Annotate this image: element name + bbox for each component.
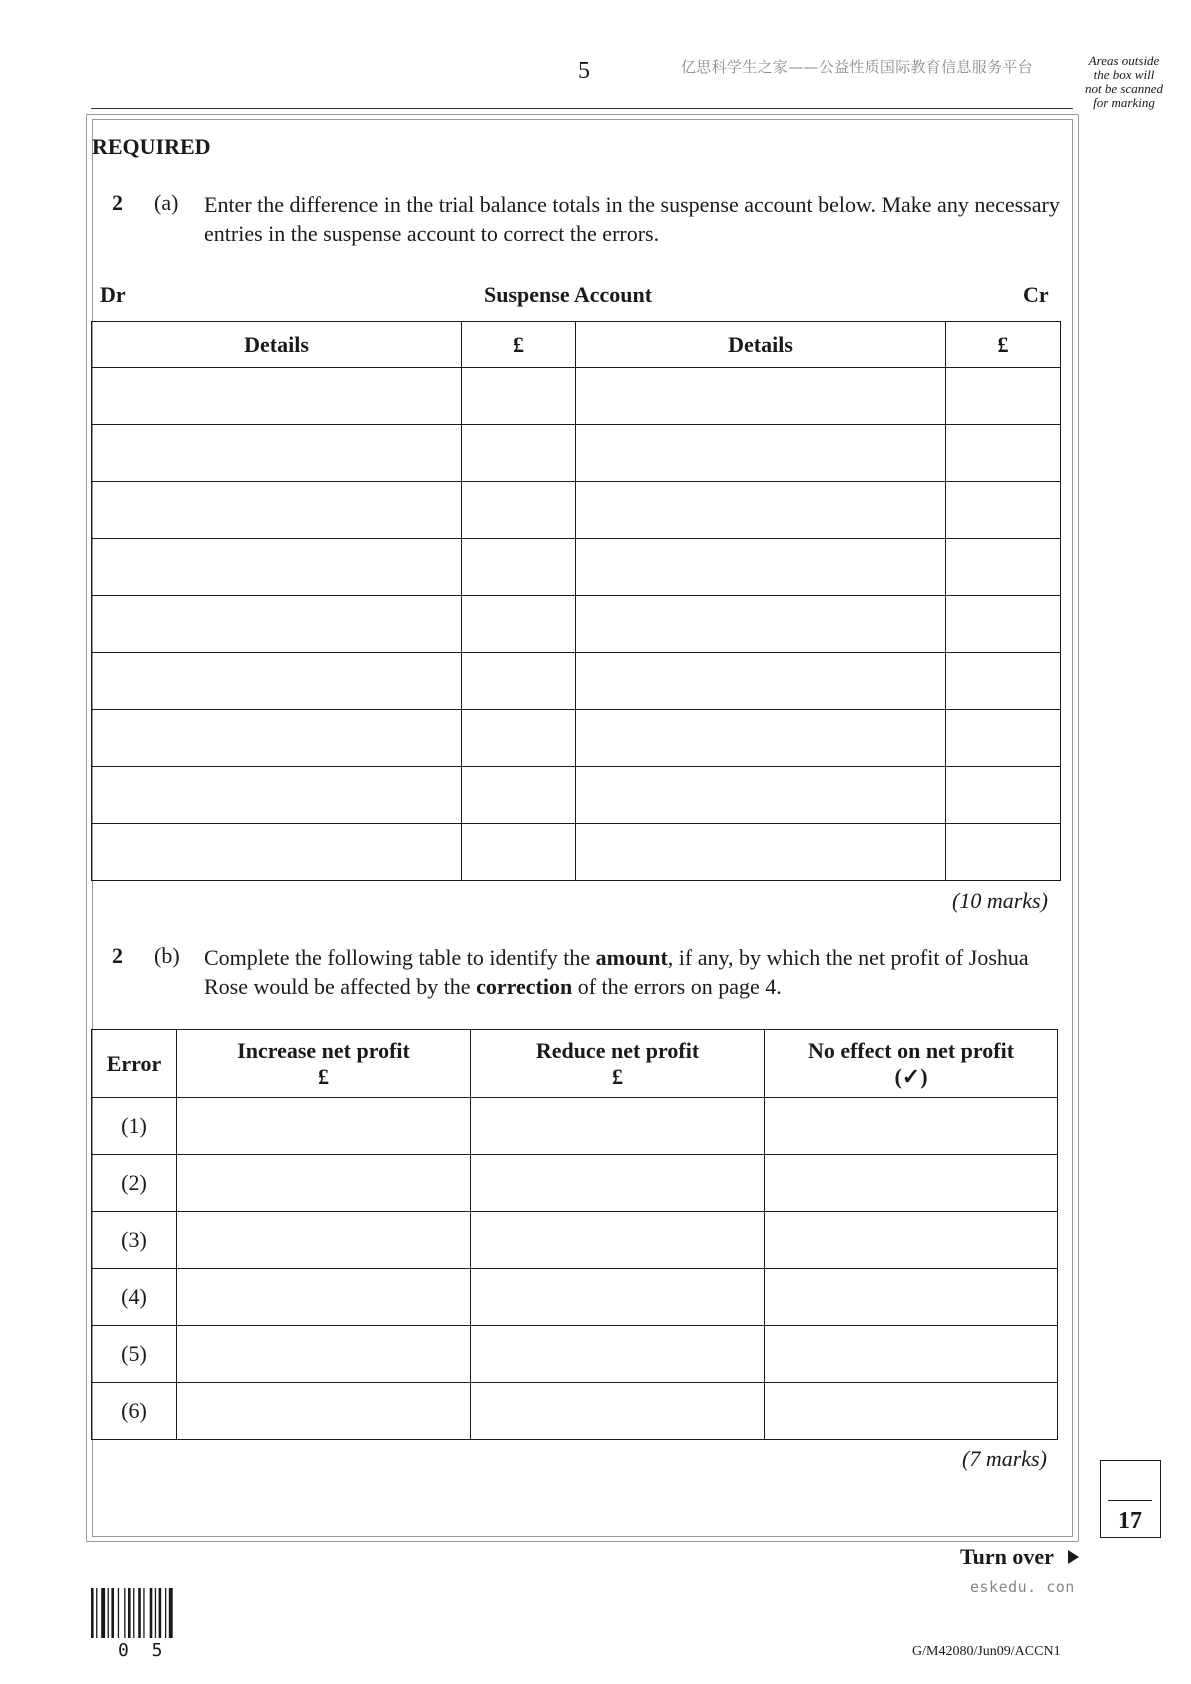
error-number-cell: (3) — [92, 1212, 177, 1269]
error-number-cell: (1) — [92, 1098, 177, 1155]
amount-entry-cell[interactable] — [462, 368, 576, 425]
site-watermark: eskedu. con — [970, 1578, 1075, 1596]
details-entry-cell[interactable] — [576, 767, 946, 824]
error-number-cell: (4) — [92, 1269, 177, 1326]
reduce-net-profit-cell[interactable] — [471, 1155, 765, 1212]
error-number-cell: (2) — [92, 1155, 177, 1212]
column-header-reduce-net-profit: Reduce net profit £ — [471, 1030, 765, 1098]
details-entry-cell[interactable] — [92, 653, 462, 710]
barcode-bar — [101, 1588, 105, 1638]
amount-entry-cell[interactable] — [946, 596, 1061, 653]
amount-entry-cell[interactable] — [946, 824, 1061, 881]
turn-over-label: Turn over — [960, 1544, 1054, 1569]
increase-net-profit-cell[interactable] — [177, 1098, 471, 1155]
amount-entry-cell[interactable] — [462, 710, 576, 767]
amount-entry-cell[interactable] — [946, 710, 1061, 767]
barcode-bar — [159, 1588, 162, 1638]
no-effect-cell[interactable] — [765, 1212, 1058, 1269]
barcode-bar — [169, 1588, 173, 1638]
barcode-bar — [150, 1588, 153, 1638]
table-row — [92, 1155, 1058, 1212]
reduce-net-profit-cell[interactable] — [471, 1212, 765, 1269]
paper-reference: G/M42080/Jun09/ACCN1 — [912, 1644, 1061, 1659]
margin-note — [1074, 54, 1174, 110]
amount-entry-cell[interactable] — [946, 767, 1061, 824]
amount-entry-cell[interactable] — [462, 767, 576, 824]
amount-entry-cell[interactable] — [462, 482, 576, 539]
amount-entry-cell[interactable] — [462, 653, 576, 710]
watermark-text: 亿思科学生之家——公益性质国际教育信息服务平台 — [681, 58, 1033, 76]
column-header-details-credit: Details — [576, 322, 946, 368]
table-row — [92, 425, 1061, 482]
column-header-error: Error — [92, 1030, 177, 1098]
question-number: 2 — [112, 190, 123, 215]
question-text-segment: of the errors on page 4. — [572, 974, 782, 999]
amount-entry-cell[interactable] — [462, 425, 576, 482]
details-entry-cell[interactable] — [92, 482, 462, 539]
increase-net-profit-cell[interactable] — [177, 1269, 471, 1326]
no-effect-cell[interactable] — [765, 1269, 1058, 1326]
barcode-bar — [143, 1588, 144, 1638]
question-text: Enter the difference in the trial balance totals in the suspense account below. Make any necessary entries in the suspense account to correct the errors. — [204, 192, 1060, 246]
increase-net-profit-cell[interactable] — [177, 1326, 471, 1383]
details-entry-cell[interactable] — [576, 710, 946, 767]
table-row — [92, 1098, 1058, 1155]
question-text-emphasis: correction — [476, 974, 573, 999]
barcode-bar — [138, 1588, 141, 1638]
amount-entry-cell[interactable] — [462, 539, 576, 596]
barcode-bar — [118, 1588, 119, 1638]
reduce-net-profit-cell[interactable] — [471, 1269, 765, 1326]
table-row — [92, 482, 1061, 539]
details-entry-cell[interactable] — [576, 425, 946, 482]
details-entry-cell[interactable] — [92, 539, 462, 596]
margin-note-line: the box will — [1093, 67, 1155, 82]
details-entry-cell[interactable] — [92, 368, 462, 425]
increase-net-profit-cell[interactable] — [177, 1212, 471, 1269]
no-effect-cell[interactable] — [765, 1155, 1058, 1212]
question-text-segment: , if any, by which the net profit of Joshua Rose would be affected by the — [204, 945, 1029, 999]
marks-label: (7 marks) — [962, 1446, 1047, 1471]
details-entry-cell[interactable] — [576, 653, 946, 710]
credit-label: Cr — [1023, 282, 1049, 307]
table-row — [92, 1212, 1058, 1269]
barcode-bar — [124, 1588, 125, 1638]
column-header-amount-credit: £ — [946, 322, 1061, 368]
amount-entry-cell[interactable] — [462, 824, 576, 881]
details-entry-cell[interactable] — [92, 710, 462, 767]
no-effect-cell[interactable] — [765, 1098, 1058, 1155]
details-entry-cell[interactable] — [576, 596, 946, 653]
table-row — [92, 1326, 1058, 1383]
details-entry-cell[interactable] — [92, 824, 462, 881]
barcode-icon — [91, 1588, 201, 1638]
column-header-no-effect: No effect on net profit (✓) — [765, 1030, 1058, 1098]
barcode-bar — [91, 1588, 94, 1638]
table-row — [92, 1269, 1058, 1326]
table-header-row — [92, 1030, 1058, 1098]
increase-net-profit-cell[interactable] — [177, 1155, 471, 1212]
barcode-digits: 0 5 — [118, 1640, 169, 1661]
margin-note-line: for marking — [1093, 95, 1155, 110]
header-rule — [91, 108, 1073, 109]
table-row — [92, 767, 1061, 824]
marks-label: (10 marks) — [952, 888, 1048, 913]
net-profit-effect-table — [91, 1029, 1058, 1440]
suspense-account-table — [91, 321, 1061, 881]
details-entry-cell[interactable] — [576, 368, 946, 425]
details-entry-cell[interactable] — [576, 482, 946, 539]
table-header-row — [92, 322, 1061, 368]
required-heading: REQUIRED — [92, 134, 211, 159]
details-entry-cell[interactable] — [576, 539, 946, 596]
reduce-net-profit-cell[interactable] — [471, 1326, 765, 1383]
question-text-emphasis: amount — [595, 945, 668, 970]
barcode-bar — [108, 1588, 109, 1638]
debit-label: Dr — [100, 282, 126, 307]
details-entry-cell[interactable] — [92, 596, 462, 653]
details-entry-cell[interactable] — [92, 767, 462, 824]
column-header-amount-debit: £ — [462, 322, 576, 368]
barcode-bar — [96, 1588, 97, 1638]
table-row — [92, 539, 1061, 596]
barcode-bar — [128, 1588, 131, 1638]
margin-note-line: Areas outside — [1088, 53, 1160, 68]
amount-entry-cell[interactable] — [946, 539, 1061, 596]
reduce-net-profit-cell[interactable] — [471, 1098, 765, 1155]
question-text-segment: Complete the following table to identify the — [204, 945, 596, 970]
barcode-bar — [165, 1588, 166, 1638]
amount-entry-cell[interactable] — [462, 596, 576, 653]
question-part: (a) — [154, 190, 179, 215]
error-number-cell: (6) — [92, 1383, 177, 1440]
increase-net-profit-cell[interactable] — [177, 1383, 471, 1440]
table-row — [92, 368, 1061, 425]
amount-entry-cell[interactable] — [946, 482, 1061, 539]
table-row — [92, 596, 1061, 653]
no-effect-cell[interactable] — [765, 1326, 1058, 1383]
margin-note-line: not be scanned — [1085, 81, 1163, 96]
column-header-details-debit: Details — [92, 322, 462, 368]
reduce-net-profit-cell[interactable] — [471, 1383, 765, 1440]
barcode-bar — [133, 1588, 134, 1638]
page-number: 5 — [578, 58, 590, 84]
arrow-right-icon — [1068, 1550, 1079, 1564]
amount-entry-cell[interactable] — [946, 425, 1061, 482]
question-text — [204, 943, 1064, 1001]
no-effect-cell[interactable] — [765, 1383, 1058, 1440]
barcode-bar — [155, 1588, 156, 1638]
score-divider — [1108, 1500, 1152, 1501]
amount-entry-cell[interactable] — [946, 653, 1061, 710]
column-header-increase-net-profit: Increase net profit £ — [177, 1030, 471, 1098]
table-row — [92, 710, 1061, 767]
error-number-cell: (5) — [92, 1326, 177, 1383]
question-number: 2 — [112, 943, 123, 968]
details-entry-cell[interactable] — [576, 824, 946, 881]
score-total: 17 — [1118, 1508, 1142, 1534]
table-row — [92, 824, 1061, 881]
details-entry-cell[interactable] — [92, 425, 462, 482]
table-row — [92, 1383, 1058, 1440]
question-part: (b) — [154, 943, 180, 968]
account-title: Suspense Account — [484, 282, 653, 307]
table-row — [92, 653, 1061, 710]
amount-entry-cell[interactable] — [946, 368, 1061, 425]
barcode-bar — [111, 1588, 114, 1638]
